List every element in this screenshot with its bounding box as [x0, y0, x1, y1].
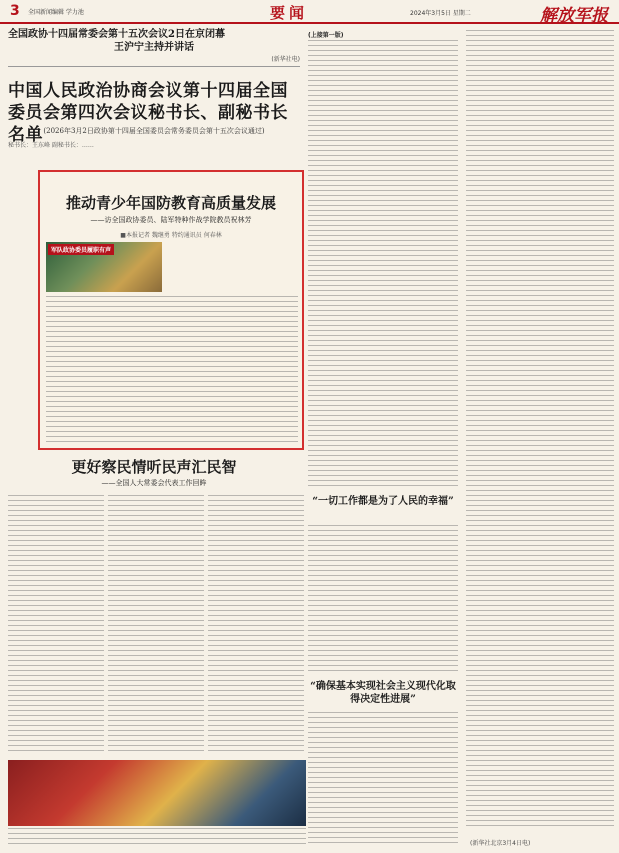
mid-subhead-2: “确保基本实现社会主义现代化取得决定性进展”: [310, 681, 456, 705]
third-body-col-1: [8, 495, 104, 753]
article-source: (新华社北京3月4日电): [470, 840, 531, 847]
lead-subheadline: 王沪宁主持并讲话: [114, 42, 194, 53]
feature-subheadline: ——访全国政协委员、陆军特种作战学院教员祝林芳: [90, 216, 252, 224]
third-body-col-3: [208, 495, 304, 753]
bottom-photo-caption: [8, 828, 306, 846]
section-title: 要闻: [270, 4, 309, 22]
mid-body-col-mid: [308, 525, 458, 675]
feature-article-box: [38, 170, 304, 450]
continuation-tag: (上接第一版): [308, 32, 344, 39]
mid-body-col-bottom: [308, 712, 458, 846]
page-header: [0, 0, 619, 24]
mid-body-col-top: [308, 40, 458, 490]
divider: [8, 66, 300, 67]
right-body-col: [466, 30, 614, 830]
issue-date: 2024年3月5日 星期二: [410, 10, 471, 17]
newspaper-logo: 解放军报: [540, 6, 608, 26]
page-number: 3: [10, 3, 20, 19]
lead-article: [8, 28, 300, 70]
third-body-col-2: [108, 495, 204, 753]
feature-headline: 推动青少年国防教育高质量发展: [65, 194, 276, 212]
second-subheadline: (2026年3月2日政协第十四届全国委员会常务委员会第十五次会议通过): [43, 127, 265, 135]
feature-byline: ■本报记者 魏继勇 特约通讯员 何春林: [120, 232, 222, 239]
feature-photo-caption: 军队政协委员履职有声: [48, 244, 114, 255]
mid-subhead-1: “一切工作都是为了人民的幸福”: [312, 496, 454, 507]
second-staff-list: 秘书长：王东峰 副秘书长：……: [8, 142, 94, 149]
section-editors: 全国新闻编辑 学力池: [28, 9, 84, 16]
bottom-photo: [8, 760, 306, 826]
third-headline: 更好察民情听民声汇民智: [71, 458, 237, 476]
feature-body-text: [46, 296, 298, 446]
lead-source: (新华社电): [271, 56, 300, 63]
second-headline: 中国人民政治协商会议第十四届全国委员会第四次会议秘书长、副秘书长名单: [8, 81, 288, 145]
third-subheadline: ——全国人大常委会代表工作回眸: [101, 479, 207, 487]
lead-headline: 全国政协十四届常委会第十五次会议2日在京闭幕: [8, 29, 225, 40]
